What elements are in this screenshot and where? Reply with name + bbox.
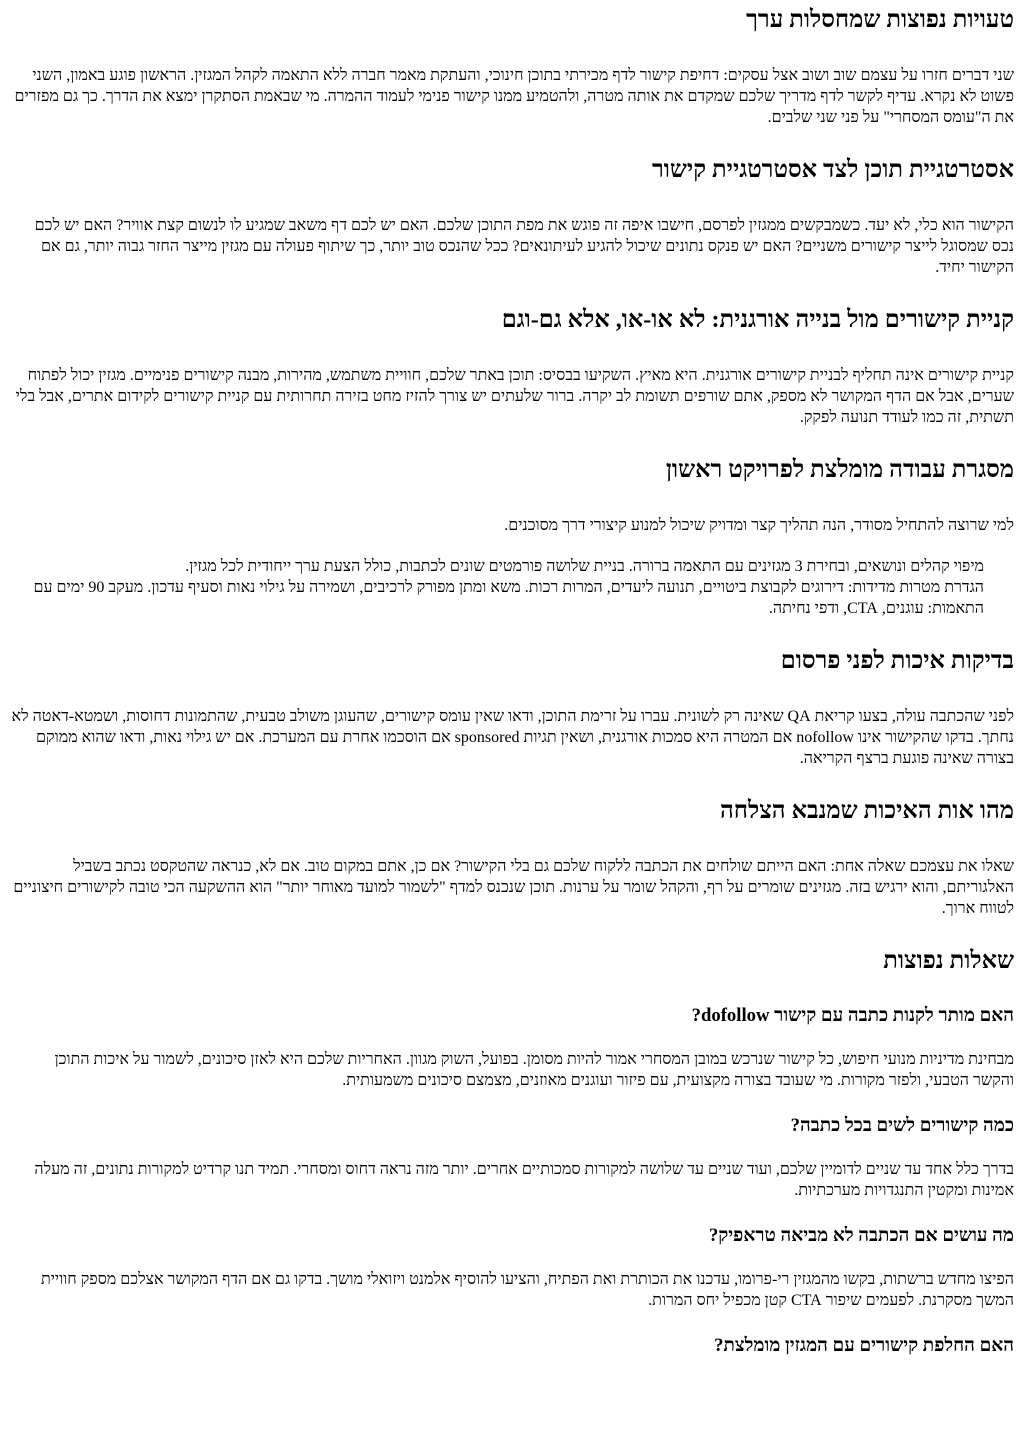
list-item: הגדרת מטרות מדידות: דירוגים לקבוצת ביטויים, תנועה ליעדים, המרות רכות. משא ומתן מפורק לרכיבים, ושמירה על גילוי נאות וסעיף עדכון. מעקב 90 ימים עם התאמות: עוגנים, CTA, ודפי נחיתה. (33, 579, 984, 617)
section-quality-signal (10, 797, 1014, 919)
section-heading: קניית קישורים מול בנייה אורגנית: לא או-או, אלא גם-וגם (501, 307, 1014, 333)
faq-question: האם מותר לקנות כתבה עם קישור dofollow? (691, 1005, 1014, 1026)
faq-item (10, 1225, 1014, 1311)
faq-item (10, 1335, 1014, 1357)
faq-answer: הפיצו מחדש ברשתות, בקשו מהמגזין רי-פרומו, עדכנו את הכותרת ואת הפתיח, והציעו להוסיף אלמנט ויזואלי מושך. בדקו גם אם הדף המקושר אצלכם מספק חוויית המשך מסקרנת. לפעמים שיפור CTA קטן מכפיל יחס המרות. (40, 1271, 1014, 1309)
section-content-strategy (10, 156, 1014, 278)
faq-question: מה עושים אם הכתבה לא מביאה טראפיק? (708, 1225, 1014, 1246)
faq-item (10, 1005, 1014, 1091)
section-heading: מהו אות האיכות שמנבא הצלחה (720, 798, 1014, 824)
faq-answer: מבחינת מדיניות מנועי חיפוש, כל קישור שנרכש במובן המסחרי אמור להיות מסומן. בפועל, השוק מגוון. האחריות שלכם היא לאזן סיכונים, לשמור על איכות התוכן והקשר הטבעי, ולפזר מקורות. מי שעובד בצורה מקצועית, עם פיזור ועוגנים מאוזנים, מצמצם סיכונים משמעותית. (54, 1051, 1014, 1089)
list-item: מיפוי קהלים ונושאים, ובחירת 3 מגזינים עם התאמה ברורה. בניית שלושה פורמטים שונים לכתבות, כולל הצעת ערך ייחודית לכל מגזין. (185, 558, 984, 575)
section-heading: אסטרטגיית תוכן לצד אסטרטגיית קישור (651, 157, 1014, 183)
section-paragraph: למי שרוצה להתחיל מסודר, הנה תהליך קצר ומדויק שיכול למנוע קיצורי דרך מסוכנים. (504, 517, 1014, 534)
section-paragraph: שאלו את עצמכם שאלה אחת: האם הייתם שולחים את הכתבה ללקוח שלכם גם בלי הקישור? אם כן, אתם במקום טוב. אם לא, כנראה שהטקסט נכתב בשביל האלגוריתם, והוא ירגיש בזה. מגזינים שומרים על רף, והקהל שומר על ערנות. תוכן שנכנס למדף "לשמור למועד מאוחר יותר" הוא ההשקעה הכי טובה לקישורים חיצוניים לטווח ארוך. (13, 858, 1014, 917)
faq-heading: שאלות נפוצות (883, 948, 1014, 974)
section-framework (10, 456, 1014, 619)
faq-item (10, 1115, 1014, 1201)
section-common-mistakes (10, 0, 1014, 128)
section-paragraph: שני דברים חזרו על עצמם שוב ושוב אצל עסקים: דחיפת קישור לדף מכירתי בתוכן חינוכי, והעתקת מאמר חברה ללא התאמה לקהל המגזין. הראשון פוגע באמון, השני פשוט לא נקרא. עדיף לקשר לדף מדריך שלכם שמקדם את אותה מטרה, ולהטמיע ממנו קישור פנימי לעמוד ההמרה. מי שבאמת הסתקרן ימצא את הדרך. כך גם מפזרים את ה"עומס המסחרי" על פני שני שלבים. (14, 67, 1014, 126)
faq-question: כמה קישורים לשים בכל כתבה? (790, 1115, 1014, 1136)
section-paragraph: הקישור הוא כלי, לא יעד. כשמבקשים ממגזין לפרסם, חישבו איפה זה פוגש את מפת התוכן שלכם. האם יש לכם דף משאב שמגיע לו לנשום קצת אוויר? האם יש לכם נכס שמסוגל לייצר קישורים משניים? האם יש פנקס נתונים שיכול להגיע לעיתונאים? ככל שהנכס טוב יותר, כך שיתוף פעולה עם מגזין מייצר החזר גבוה יותר, גם אם הקישור יחיד. (34, 217, 1014, 276)
section-buying-vs-organic (10, 306, 1014, 428)
faq-section (10, 947, 1014, 1357)
section-quality-checks (10, 647, 1014, 769)
faq-answer: בדרך כלל אחד עד שניים לדומיין שלכם, ועוד שניים עד שלושה למקורות סמכותיים אחרים. יותר מזה נראה דחוס ומסחרי. תמיד תנו קרדיט למקורות נתונים, זה מעלה אמינות ומקטין התנגדויות מערכתיות. (34, 1161, 1014, 1199)
section-heading: מסגרת עבודה מומלצת לפרויקט ראשון (665, 457, 1014, 483)
section-heading: טעויות נפוצות שמחסלות ערך (746, 7, 1014, 33)
framework-list (10, 556, 1014, 619)
section-paragraph: לפני שהכתבה עולה, בצעו קריאת QA שאינה רק לשונית. עברו על זרימת התוכן, ודאו שאין עומס קישורים, שהעוגן משולב טבעית, שהתמונות דחוסות, ושמטא-דאטה לא נחתך. בדקו שהקישור אינו nofollow אם המטרה היא סמכות אורגנית, ושאין תגיות sponsored אם הוסכמו אחרת עם המערכת. אם יש גילוי נאות, ודאו שהוא ממוקם בצורה שאינה פוגעת ברצף הקריאה. (11, 708, 1014, 767)
section-paragraph: קניית קישורים אינה תחליף לבניית קישורים אורגנית. היא מאיץ. השקיעו בבסיס: תוכן באתר שלכם, חוויית משתמש, מהירות, מבנה קישורים פנימיים. מגזין יכול לפתוח שערים, אבל אם הדף המקושר לא מספק, אתם שורפים תשומת לב יקרה. ברור שלעתים יש צורך להזיז מחט בזירה תחרותית עם קניית קישורים לקידום אתרים, אבל בלי תשתית, זה כמו לעודד תנועה לפקק. (15, 367, 1014, 426)
faq-question: האם החלפת קישורים עם המגזין מומלצת? (714, 1335, 1014, 1356)
section-heading: בדיקות איכות לפני פרסום (780, 648, 1014, 674)
